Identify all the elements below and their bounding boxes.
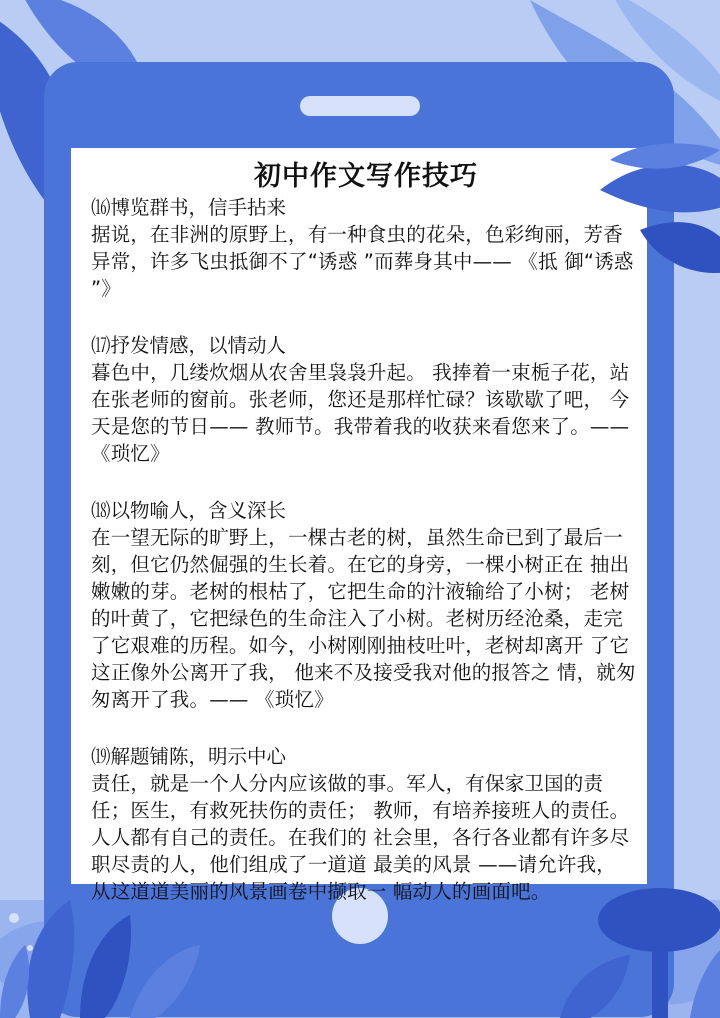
section-text: 在一望无际的旷野上，一棵古老的树，虽然生命已到了最后一刻，但它仍然倔强的生长着。在它的身旁，一棵小树正在 抽出嫩嫩的芽。老树的根枯了，它把生命的汁液输给了小树； 老树的叶黄了，它把绿色的生命注入了小树。老树历经沧桑，走完了它艰难的历程。如今，小树刚刚抽枝吐叶，老树却离开 了它这正像外公离开了我， 他来不及接受我对他的报答之 情，就匆匆离开了我。—— 《琐忆》 — [91, 526, 636, 711]
section-19 — [91, 743, 641, 905]
section-text: 责任，就是一个人分内应该做的事。军人，有保家卫国的责任；医生，有救死扶伤的责任； 教师，有培养接班人的责任。人人都有自己的责任。在我们的 社会里，各行各业都有许多尽职尽责的人，他们组成了一道道 最美的风景 ——请允许我， 从这道道美丽的风景画卷中撷取一 幅动人的画面吧。 — [91, 772, 630, 903]
document-content — [71, 148, 647, 905]
document-screen — [71, 148, 647, 903]
tablet-speaker — [300, 96, 420, 116]
section-heading: ⒅以物喻人，含义深长 — [91, 499, 287, 522]
section-17 — [91, 332, 641, 467]
page-title: 初中作文写作技巧 — [254, 161, 478, 192]
section-text: 暮色中，几缕炊烟从农舍里袅袅升起。 我捧着一束栀子花，站在张老师的窗前。张老师，您还是那样忙碌？该歇歇了吧， 今天是您的节日—— 教师节。我带着我的收获来看您来了。—— 《琐忆》 — [91, 361, 630, 465]
section-18 — [91, 497, 641, 713]
section-16 — [91, 194, 641, 302]
section-heading: ⒆解题铺陈，明示中心 — [91, 745, 287, 768]
section-heading: ⒄抒发情感，以情动人 — [91, 334, 287, 357]
section-text: 据说，在非洲的原野上，有一种食虫的花朵，色彩绚丽，芳香异常，许多飞虫抵御不了“诱惑 ”而葬身其中—— 《抵 御“诱惑 ”》 — [91, 223, 634, 300]
section-heading: ⒃博览群书，信手拈来 — [91, 196, 287, 219]
